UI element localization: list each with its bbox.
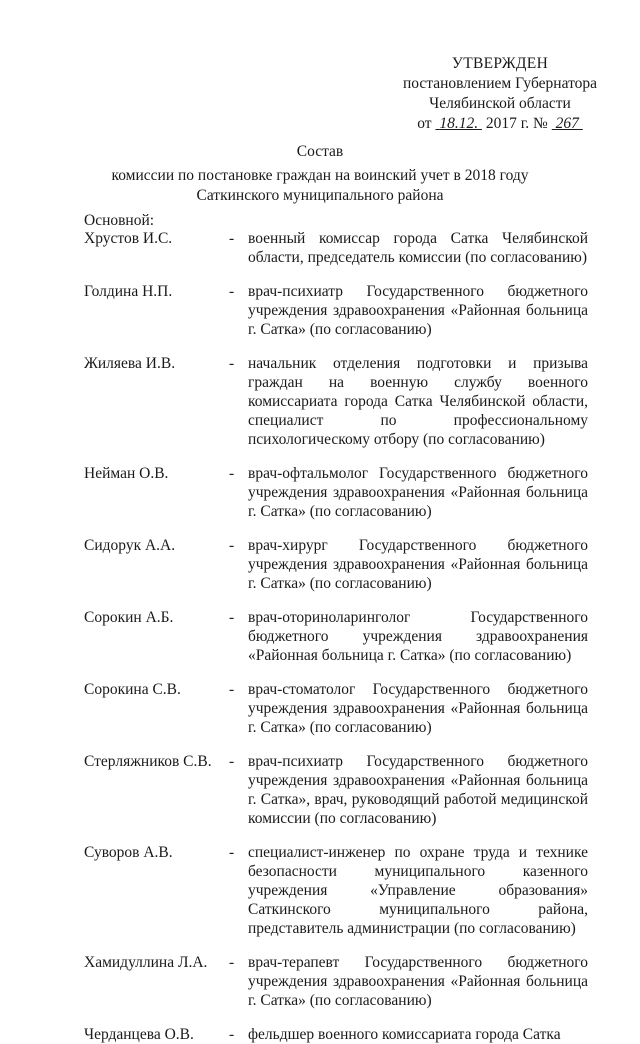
member-row — [84, 282, 588, 339]
member-row — [84, 464, 588, 521]
member-description: врач-психиатр Государственного бюджетного учреждения здравоохранения «Районная больница г. Сатка» (по согласованию) — [248, 283, 588, 338]
member-row — [84, 229, 588, 267]
member-name: Стерляжников С.В. — [84, 753, 212, 770]
approval-heading: УТВЕРЖДЕН — [451, 55, 549, 72]
member-list — [84, 229, 588, 1044]
member-name: Хрустов И.С. — [84, 230, 173, 247]
member-name: Сидорук А.А. — [84, 537, 176, 554]
member-row — [84, 354, 588, 449]
member-description: врач-хирург Государственного бюджетного учреждения здравоохранения «Районная больница г. Сатка» (по согласованию) — [248, 537, 588, 592]
member-row — [84, 680, 588, 737]
member-description: врач-оториноларинголог Государственного бюджетного учреждения здравоохранения «Районная больница г. Сатка» (по согласованию) — [248, 609, 588, 664]
member-description: врач-терапевт Государственного бюджетного учреждения здравоохранения «Районная больница г. Сатка» (по согласованию) — [248, 954, 588, 1009]
approval-number-value: 267 — [555, 115, 579, 132]
member-dash: - — [229, 753, 235, 770]
member-name: Хамидуллина Л.А. — [84, 954, 208, 971]
member-name: Нейман О.В. — [84, 465, 169, 482]
document-title — [90, 142, 550, 206]
member-dash: - — [229, 954, 235, 971]
approval-number — [552, 115, 583, 132]
member-row — [84, 1025, 588, 1044]
member-description: врач-психиатр Государственного бюджетного учреждения здравоохранения «Районная больница г. Сатка», врач, руководящий работой медицинской комиссии (по согласованию) — [248, 753, 588, 827]
approval-date — [435, 115, 482, 132]
approval-date-value: 18.12. — [439, 115, 479, 132]
member-name: Сорокин А.Б. — [84, 609, 174, 626]
approval-line-1: постановлением Губернатора — [402, 75, 598, 92]
title-line-2: комиссии по постановке граждан на воинский учет в 2018 году — [111, 167, 529, 184]
member-row — [84, 843, 588, 938]
member-description: военный комиссар города Сатка Челябинской области, председатель комиссии (по согласованию) — [248, 230, 588, 266]
member-row — [84, 953, 588, 1010]
member-name: Суворов А.В. — [84, 844, 173, 861]
member-dash: - — [229, 230, 235, 247]
member-description: начальник отделения подготовки и призыва граждан на военную службу военного комиссариата города Сатка Челябинской области, специалист по профессиональному психологическому отбору (по согласованию) — [248, 355, 588, 448]
member-description: специалист-инженер по охране труда и технике безопасности муниципального казенного учреждения «Управление образования» Саткинского муниципального района, представитель администрации (по согласованию) — [248, 844, 588, 937]
member-row — [84, 608, 588, 665]
member-dash: - — [229, 844, 235, 861]
approval-prefix: от — [417, 115, 432, 132]
member-dash: - — [229, 537, 235, 554]
member-dash: - — [229, 1026, 235, 1043]
title-line-1: Состав — [296, 143, 344, 160]
member-dash: - — [229, 355, 235, 372]
member-name: Голдина Н.П. — [84, 283, 173, 300]
member-dash: - — [229, 465, 235, 482]
member-description: фельдшер военного комиссариата города Сатка — [248, 1026, 561, 1043]
approval-block — [390, 54, 610, 134]
approval-line-2: Челябинской области — [429, 95, 571, 112]
title-line-3: Саткинского муниципального района — [196, 187, 444, 204]
member-name: Сорокина С.В. — [84, 681, 181, 698]
approval-date-line — [390, 114, 610, 134]
member-row — [84, 536, 588, 593]
member-dash: - — [229, 609, 235, 626]
member-dash: - — [229, 681, 235, 698]
member-description: врач-офтальмолог Государственного бюджетного учреждения здравоохранения «Районная больница г. Сатка» (по согласованию) — [248, 465, 588, 520]
member-row — [84, 752, 588, 828]
member-description: врач-стоматолог Государственного бюджетного учреждения здравоохранения «Районная больница г. Сатка» (по согласованию) — [248, 681, 588, 736]
member-dash: - — [229, 283, 235, 300]
section-label: Основной: — [84, 212, 155, 229]
approval-year: 2017 г. № — [485, 115, 548, 132]
member-name: Жиляева И.В. — [84, 355, 176, 372]
member-name: Черданцева О.В. — [84, 1026, 194, 1043]
